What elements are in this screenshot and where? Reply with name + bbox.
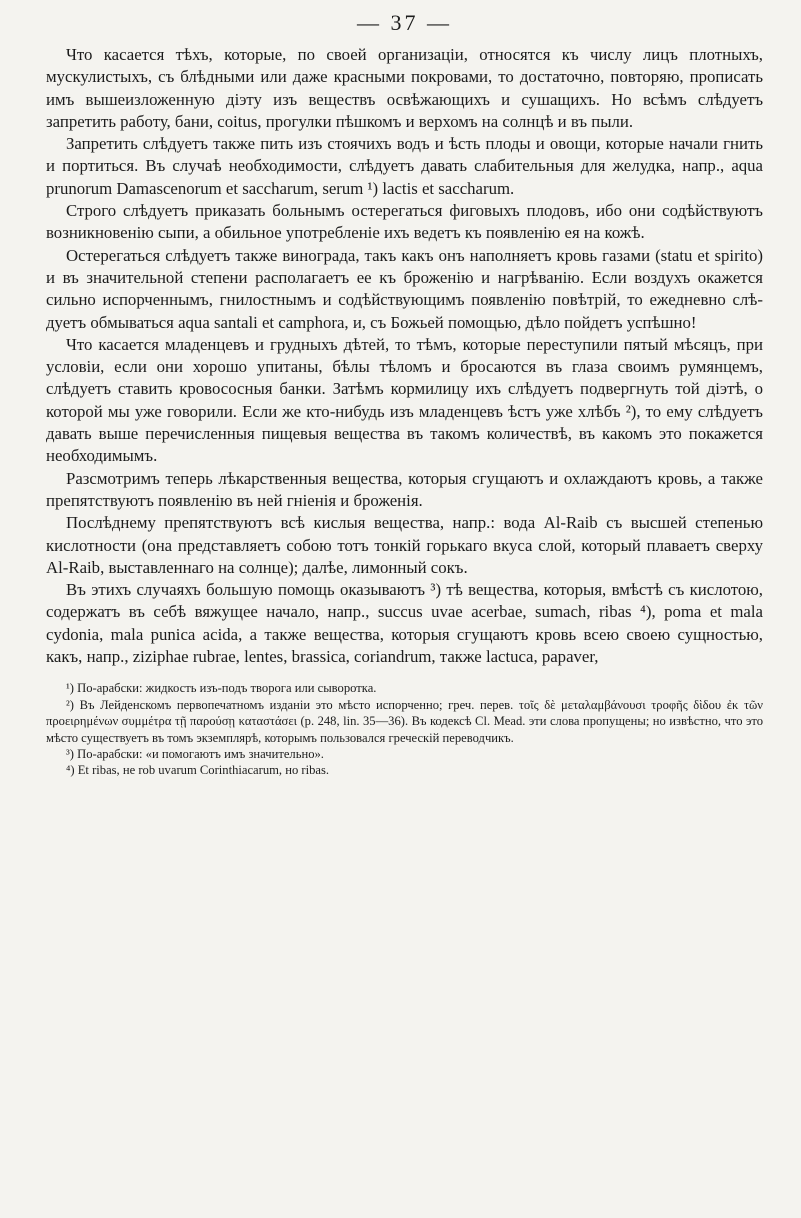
footnotes bbox=[46, 680, 763, 778]
paragraph: Въ этихъ случаяхъ большую помощь оказываютъ ³) тѣ вещества, которыя, вмѣстѣ съ кислотою, содержатъ въ себѣ вяжущее начало, напр., succus uvae acerbae, sumach, ribas ⁴), poma et mala cydonia, mala punica acida, а также вещества, которыя сгущаютъ кровь всею своею сущностью, какъ, напр., ziziphae rubrae, lentes, brassica, coriandrum, также lactuca, papaver, bbox=[46, 580, 763, 667]
footnote: ¹) По-арабски: жидкость изъ-подъ творога или сыворотка. bbox=[66, 681, 377, 696]
paragraph: Что касается тѣхъ, которые, по своей организацiи, относятся къ числу лицъ плотныхъ, мускулистыхъ, съ блѣдными или даже красными покровами, то достаточно, повторяю, прописать имъ вышеизложенную дiэту изъ веществъ освѣжающихъ и сушащихъ. Но всѣмъ слѣдуетъ запретить работу, бани, coitus, прогулки пѣшкомъ и верхомъ на солнцѣ и въ пыли. bbox=[46, 45, 763, 131]
paragraph: Послѣднему препятствуютъ всѣ кислыя вещества, напр.: вода Al-Raib съ высшей степенью кислотности (она представляетъ собою тотъ тонкiй горькаго вкуса слой, который плаваетъ сверху Al-Raib, выставленнаго на солнце); далѣе, лимонный сокъ. bbox=[46, 513, 763, 577]
footnote: ³) По-арабски: «и помогаютъ имъ значительно». bbox=[66, 746, 324, 761]
footnote: ⁴) Et ribas, не rob uvarum Corinthiacarum, но ribas. bbox=[66, 763, 330, 778]
paragraph: Строго слѣдуетъ приказать больнымъ остерегаться фиговыхъ плодовъ, ибо они содѣйствуютъ возникновенiю сыпи, а обильное употребленiе ихъ ведетъ къ появленiю ея на кожѣ. bbox=[46, 201, 763, 243]
paragraph: Запретить слѣдуетъ также пить изъ стоячихъ водъ и ѣсть плоды и овощи, которые начали гнить и портиться. Въ случаѣ необходимости, слѣдуетъ давать слабительныя для желудка, напр., aqua prunorum Damascenorum et saccharum, serum ¹) lactis et saccharum. bbox=[46, 134, 763, 198]
paragraph: Остерегаться слѣдуетъ также винограда, такъ какъ онъ наполняетъ кровь газами (statu et spirito) и въ значительной степени располагаетъ ее къ броженiю и нагрѣванiю. Если воздухъ окажется сильно испорченнымъ, гнилостнымъ и содѣйствующимъ появленiю повѣтрiй, то ежедневно слѣдуетъ обмываться aqua santali et camphora, и, съ Божьей помощью, дѣло пойдетъ успѣшно! bbox=[46, 245, 763, 332]
paragraph: Разсмотримъ теперь лѣкарственныя вещества, которыя сгущаютъ и охлаждаютъ кровь, а также препятствуютъ появленiю въ ней гнiенiя и броженiя. bbox=[46, 468, 763, 510]
footnote: ²) Въ Лейденскомъ первопечатномъ изданiи это мѣсто испорченно; греч. перев. τοῖς δὲ μεταλαμβάνουσι τροφῆς δὶδου ἐκ τῶν προειρημένων συμμέτρα τῇ παρούσῃ καταστάσει (p. 248, lin. 35—36). Въ кодексѣ Cl. Mead. эти слова пропущены; но извѣстно, что это мѣсто существуетъ въ томъ экземплярѣ, которымъ пользовался греческiй переводчикъ. bbox=[46, 697, 763, 745]
page-number: — 37 — bbox=[357, 10, 452, 35]
paragraph: Что касается младенцевъ и грудныхъ дѣтей, то тѣмъ, которые переступили пятый мѣсяцъ, при условiи, если они хорошо упитаны, бѣлы тѣломъ и бросаются въ глаза своимъ румянцемъ, слѣдуетъ ставить кровососныя банки. Затѣмъ кормилицу ихъ слѣдуетъ подвергнуть той дiэтѣ, о которой мы уже говорили. Если же кто-нибудь изъ младенцевъ ѣстъ уже хлѣбъ ²), то ему слѣдуетъ давать выше перечисленныя пищевыя вещества въ такомъ количествѣ, въ какомъ это покажется необходимымъ. bbox=[46, 334, 763, 466]
